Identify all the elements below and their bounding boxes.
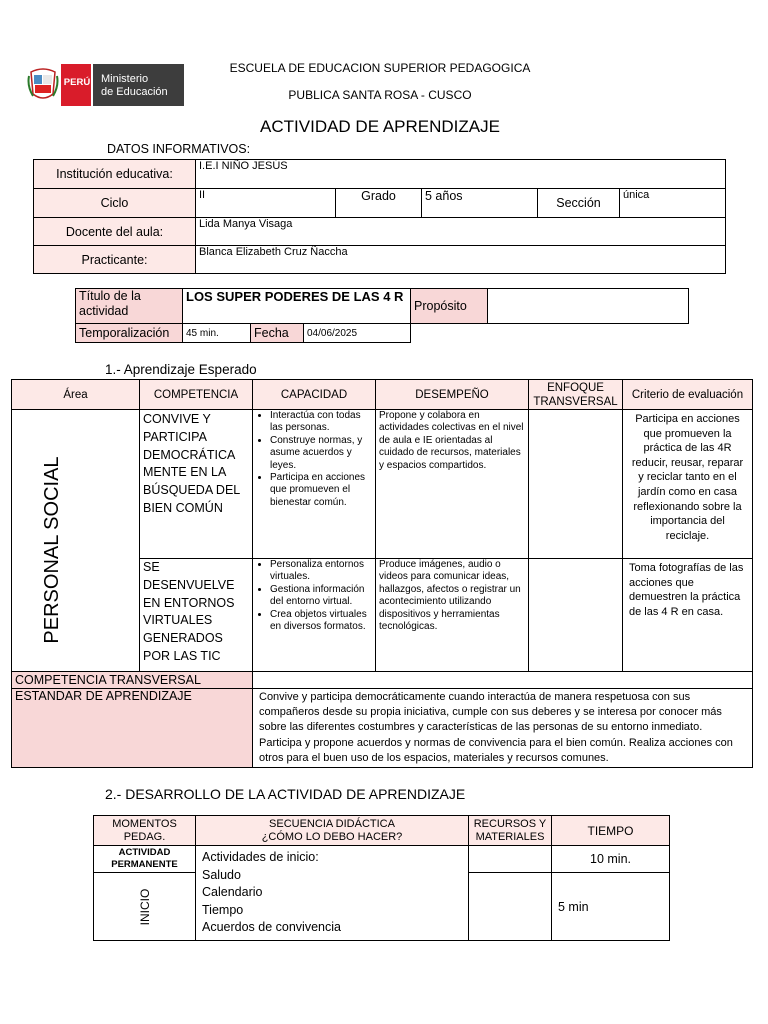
competencia-transversal-value: [253, 672, 753, 689]
docente-value: Lida Manya Visaga: [196, 218, 726, 246]
logo-country: PERÚ: [63, 77, 91, 88]
capacidad-1-item: • Interactúa con todas las personas.: [270, 410, 372, 435]
seccion-label: Sección: [538, 189, 620, 218]
header-desempeno: DESEMPEÑO: [376, 380, 529, 410]
proposito-value: [488, 289, 689, 324]
capacidad-1: [253, 410, 376, 559]
temporalizacion-label: Temporalización: [76, 324, 183, 343]
practicante-label: Practicante:: [34, 246, 196, 274]
inicio-label: INICIO: [138, 888, 152, 926]
recursos-cell-2: [469, 873, 552, 941]
capacidad-1-item: • Construye normas, y asume acuerdos y leyes.: [270, 435, 372, 472]
header-enfoque: ENFOQUE TRANSVERSAL: [529, 380, 623, 410]
fecha-label: Fecha: [251, 324, 304, 343]
minedu-logo: [27, 64, 184, 106]
desempeno-1: Propone y colabora en actividades colectivas en el nivel de aula e IE orientadas al cuidado de recursos, materiales y espacios compartidos.: [376, 410, 529, 559]
document-title: ACTIVIDAD DE APRENDIZAJE: [260, 117, 500, 136]
header-tiempo: TIEMPO: [552, 816, 670, 846]
header-capacidad: CAPACIDAD: [253, 380, 376, 410]
ciclo-label: Ciclo: [34, 189, 196, 218]
secuencia-line: Calendario: [202, 885, 263, 899]
header-competencia: COMPETENCIA: [140, 380, 253, 410]
capacidad-2-item: • Personaliza entornos virtuales.: [270, 559, 372, 584]
header-criterio: Criterio de evaluación: [623, 380, 753, 410]
titulo-label: Título de la actividad: [76, 289, 183, 324]
activity-table: [75, 288, 689, 343]
logo-ministry-line2: de Educación: [101, 86, 168, 98]
school-name-line1: ESCUELA DE EDUCACION SUPERIOR PEDAGOGICA: [229, 61, 531, 75]
secuencia-line: Saludo: [202, 867, 241, 882]
ciclo-value: II: [196, 189, 336, 218]
secuencia-cell: [196, 846, 469, 941]
competencia-transversal-label: COMPETENCIA TRANSVERSAL: [12, 672, 253, 689]
secuencia-line: Tiempo: [202, 902, 244, 917]
enfoque-1: [529, 410, 623, 559]
temporalizacion-value: 45 min.: [183, 324, 251, 343]
section1-title: 1.- Aprendizaje Esperado: [105, 362, 257, 377]
grado-label: Grado: [336, 189, 422, 218]
secuencia-line: Acuerdos de convivencia: [202, 920, 341, 934]
capacidad-2-item: • Gestiona información del entorno virtual.: [270, 584, 372, 609]
tiempo-2: 5 min: [552, 873, 670, 941]
peru-coat-of-arms-icon: [27, 66, 59, 104]
header-area: Área: [12, 380, 140, 410]
seccion-value: única: [620, 189, 726, 218]
fecha-value: 04/06/2025: [304, 324, 411, 343]
header-recursos: RECURSOS Y MATERIALES: [469, 816, 552, 846]
logo-ministry-line1: Ministerio: [101, 73, 149, 85]
capacidad-2: [253, 559, 376, 672]
recursos-cell-1: [469, 846, 552, 873]
datos-informativos-heading: DATOS INFORMATIVOS:: [107, 142, 251, 156]
enfoque-2: [529, 559, 623, 672]
proposito-label: Propósito: [411, 289, 488, 324]
actividad-permanente-label: ACTIVIDAD PERMANENTE: [94, 846, 196, 873]
inicio-cell: [94, 873, 196, 941]
area-label: PERSONAL SOCIAL: [41, 456, 63, 644]
header-secuencia-line1: SECUENCIA DIDÁCTICA: [269, 817, 395, 830]
grado-value: 5 años: [422, 189, 538, 218]
desempeno-2: Produce imágenes, audio o videos para comunicar ideas, hallazgos, afectos o registrar un acontecimiento utilizando dispositivos y herramientas tecnológicas.: [376, 559, 529, 672]
institucion-value: I.E.I NIÑO JESÚS: [196, 160, 726, 189]
competencia-1: CONVIVE Y PARTICIPA DEMOCRÁTICA MENTE EN LA BÚSQUEDA DEL BIEN COMÚN: [140, 410, 253, 559]
section2-title: 2.- DESARROLLO DE LA ACTIVIDAD DE APRENDIZAJE: [105, 786, 466, 802]
school-name-line2: PUBLICA SANTA ROSA - CUSCO: [288, 88, 472, 102]
info-table: [33, 159, 726, 274]
institucion-label: Institución educativa:: [34, 160, 196, 189]
capacidad-1-item: • Participa en acciones que promueven el bienestar común.: [270, 472, 372, 509]
area-cell: [12, 410, 140, 672]
header-secuencia-line2: ¿CÓMO LO DEBO HACER?: [261, 830, 403, 843]
criterio-1: Participa en acciones que promueven la práctica de las 4R reducir, reusar, reparar y reciclar tanto en el jardín como en casa reflexionando sobre la importancia del reciclaje.: [623, 410, 753, 559]
docente-label: Docente del aula:: [34, 218, 196, 246]
competencia-2: SE DESENVUELVE EN ENTORNOS VIRTUALES GENERADOS POR LAS TIC: [140, 559, 253, 672]
desarrollo-table: [93, 815, 670, 941]
aprendizaje-table: [11, 379, 753, 768]
secuencia-line: Actividades de inicio:: [202, 850, 319, 864]
header-momentos: MOMENTOS PEDAG.: [94, 816, 196, 846]
estandar-text: Convive y participa democráticamente cuando interactúa de manera respetuosa con sus compañeros desde su propia iniciativa, cumple con sus deberes y se interesa por conocer más sobre las diferentes costumbres y características de las personas de su entorno inmediato. Participa y propone acuerdos y normas de convivencia para el bien común. Realiza acciones con otros para el buen uso de los espacios, materiales y recursos comunes.: [253, 689, 753, 768]
tiempo-1: 10 min.: [552, 846, 670, 873]
capacidad-2-item: • Crea objetos virtuales en diversos formatos.: [270, 609, 372, 634]
criterio-2: Toma fotografías de las acciones que demuestren la práctica de las 4 R en casa.: [623, 559, 753, 672]
header-secuencia: [196, 816, 469, 846]
practicante-value: Blanca Elizabeth Cruz Ñaccha: [196, 246, 726, 274]
estandar-label: ESTANDAR DE APRENDIZAJE: [12, 689, 253, 768]
titulo-value: LOS SUPER PODERES DE LAS 4 R: [183, 289, 411, 324]
